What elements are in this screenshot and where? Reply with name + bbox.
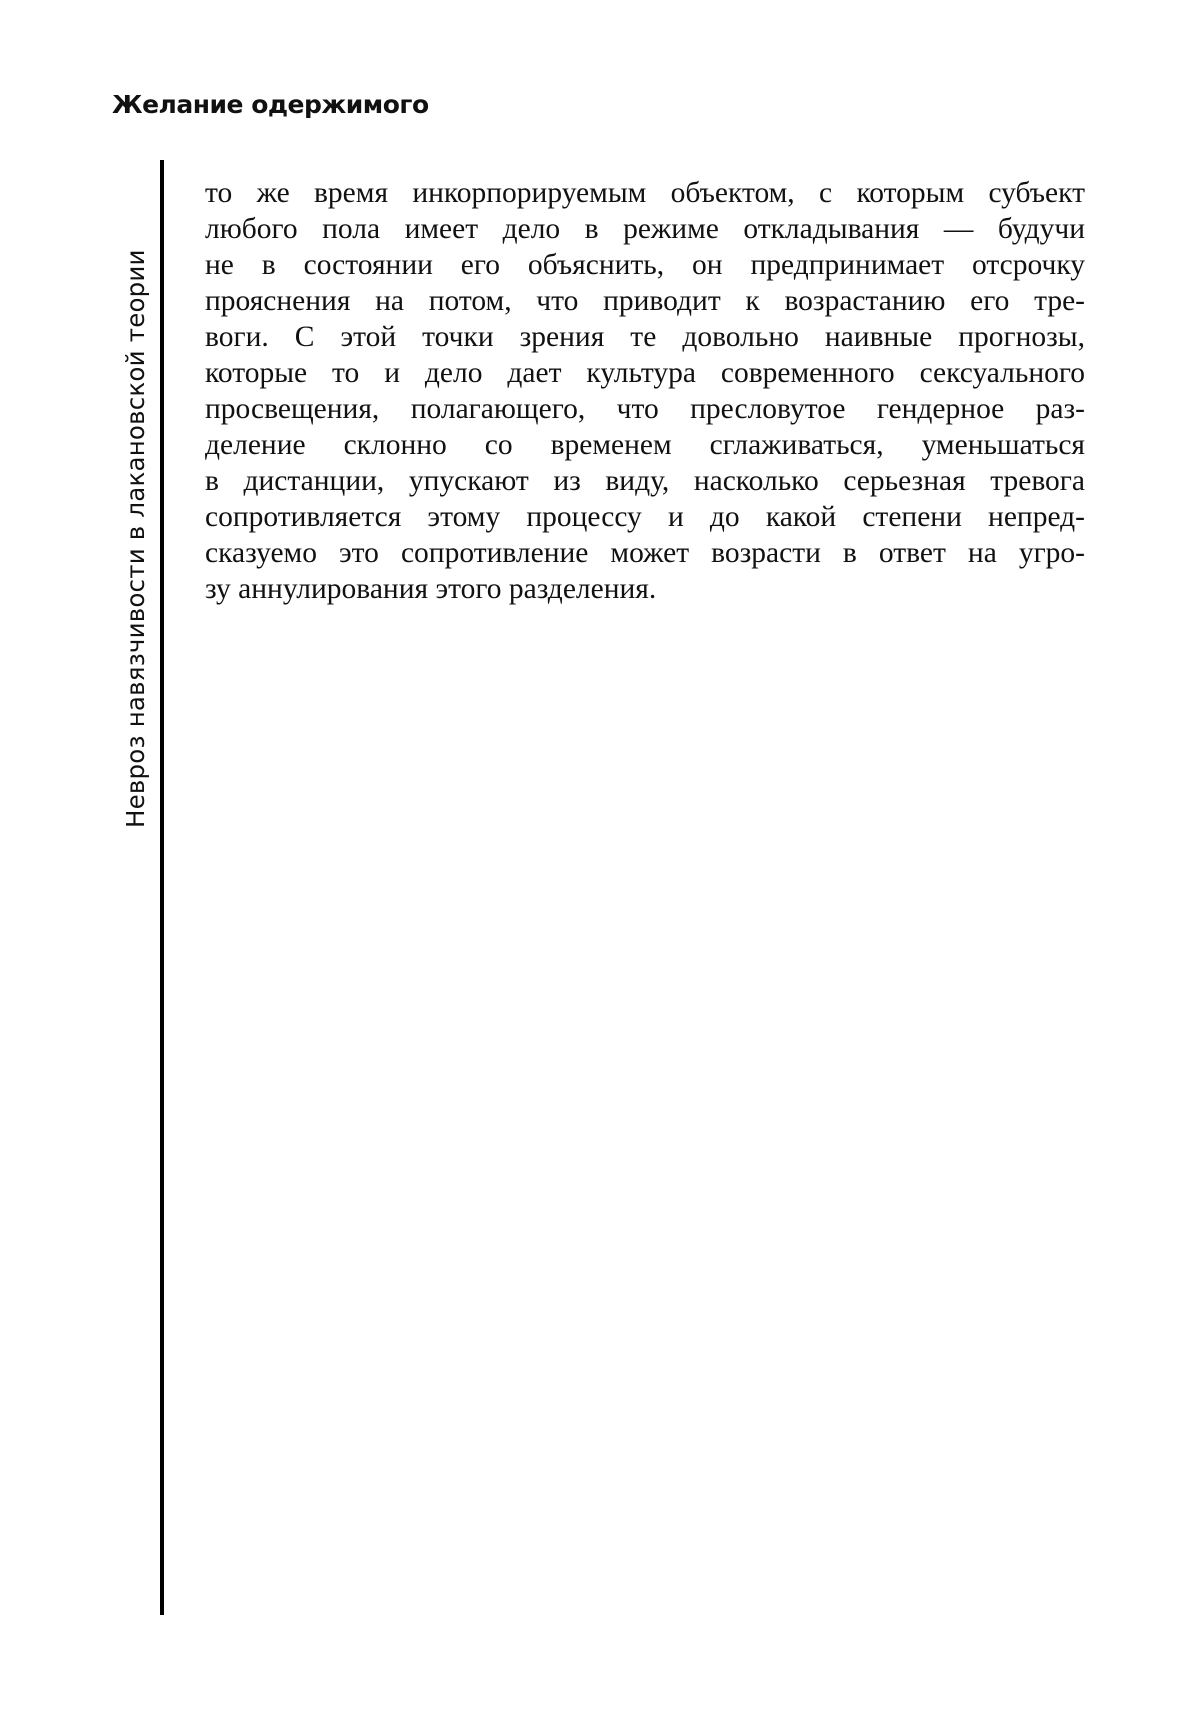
running-head: Желание одержимого	[112, 90, 429, 119]
body-line: сказуемо это сопротивление может возрасти в ответ на угро-	[205, 537, 1085, 569]
body-line: то же время инкорпорируемым объектом, с которым субъект	[205, 177, 1085, 209]
body-line: любого пола имеет дело в режиме откладывания — будучи	[205, 213, 1085, 245]
body-line: просвещения, полагающего, что пресловутое гендерное раз-	[205, 393, 1085, 425]
body-line: зу аннулирования этого разделения.	[205, 573, 657, 605]
side-rule-divider	[160, 160, 164, 1615]
body-text	[205, 175, 1085, 607]
body-line: прояснения на потом, что приводит к возрастанию его тре-	[205, 285, 1085, 317]
side-title: Невроз навязчивости в лакановской теории	[121, 249, 150, 828]
body-line: которые то и дело дает культура современного сексуального	[205, 357, 1085, 389]
body-line: воги. С этой точки зрения те довольно наивные прогнозы,	[205, 321, 1085, 353]
body-line: деление склонно со временем сглаживаться, уменьшаться	[205, 429, 1085, 461]
body-line: в дистанции, упускают из виду, насколько серьезная тревога	[205, 465, 1085, 497]
body-line: сопротивляется этому процессу и до какой степени непред-	[205, 501, 1085, 533]
body-line: не в состоянии его объяснить, он предпринимает отсрочку	[205, 249, 1085, 281]
